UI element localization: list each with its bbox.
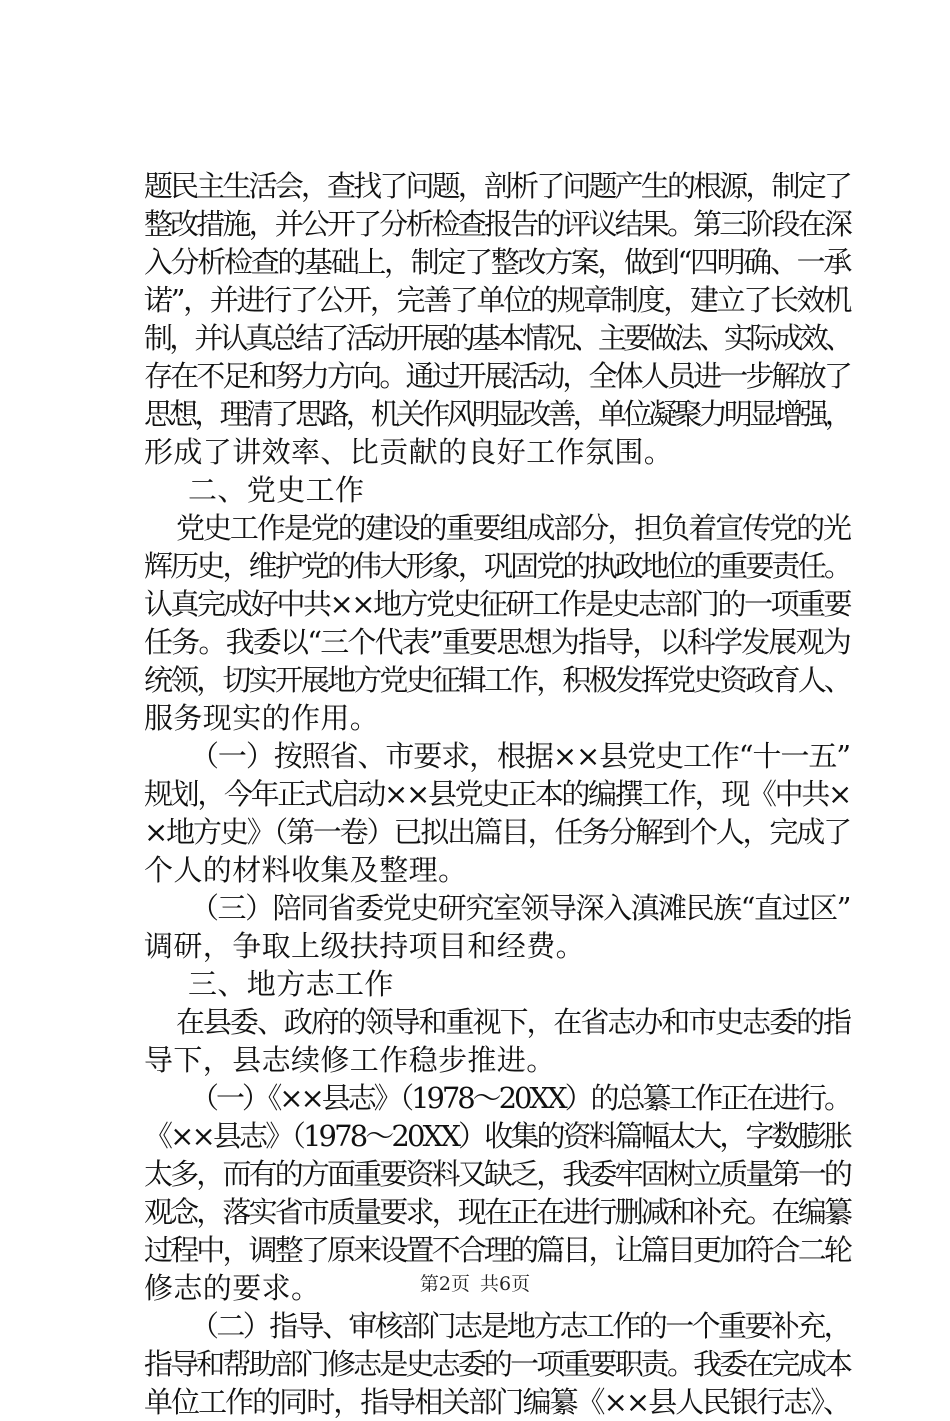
text-line: 认真完成好中共××地方党史征研工作是史志部门的一项重要 [144, 587, 850, 621]
text-line: 整改措施，并公开了分析检查报告的评议结果。第三阶段在深 [144, 207, 850, 241]
text-line: 存在不足和努力方向。通过开展活动，全体人员进一步解放了 [144, 359, 850, 393]
text-line: 《××县志》（1978～20XX）收集的资料篇幅太大，字数膨胀 [144, 1119, 850, 1153]
text-line: 单位工作的同时，指导相关部门编纂《××县人民银行志》、 [144, 1385, 850, 1419]
text-line: 制，并认真总结了活动开展的基本情况、主要做法、实际成效、 [144, 321, 850, 355]
page-footer [0, 1272, 950, 1296]
text-line: ×地方史》（第一卷）已拟出篇目，任务分解到个人，完成了 [144, 815, 850, 849]
text-line: （一）《××县志》（1978～20XX）的总纂工作正在进行。 [190, 1081, 851, 1115]
body-text [144, 167, 850, 1421]
section-heading: 三、地方志工作 [188, 967, 394, 1001]
text-line: 指导和帮助部门修志是史志委的一项重要职责。我委在完成本 [144, 1347, 850, 1381]
page-total: 共6页 [480, 1273, 531, 1295]
text-line: 调研，争取上级扶持项目和经费。 [144, 929, 586, 963]
text-line: 修志的要求。 [144, 1271, 321, 1305]
text-line: 诺”，并进行了公开，完善了单位的规章制度，建立了长效机 [144, 283, 850, 317]
page-number: 第2页 [419, 1273, 470, 1295]
text-line: 规划，今年正式启动××县党史正本的编撰工作，现《中共× [144, 777, 850, 811]
text-line: 个人的材料收集及整理。 [144, 853, 468, 887]
text-line: 过程中，调整了原来设置不合理的篇目，让篇目更加符合二轮 [144, 1233, 850, 1267]
text-line: 形成了讲效率、比贡献的良好工作氛围。 [144, 435, 674, 469]
text-line: （二）指导、审核部门志是地方志工作的一个重要补充， [190, 1309, 850, 1343]
text-line: 导下，县志续修工作稳步推进。 [144, 1043, 556, 1077]
text-line: 太多，而有的方面重要资料又缺乏，我委牢固树立质量第一的 [144, 1157, 850, 1191]
text-line: 任务。我委以“三个代表”重要思想为指导，以科学发展观为 [144, 625, 850, 659]
text-line: 辉历史，维护党的伟大形象，巩固党的执政地位的重要责任。 [144, 549, 850, 583]
text-line: （一）按照省、市要求，根据××县党史工作“十一五” [190, 739, 850, 773]
text-line: 在县委、政府的领导和重视下，在省志办和市史志委的指 [176, 1005, 850, 1039]
text-line: 观念，落实省市质量要求，现在正在进行删减和补充。在编纂 [144, 1195, 850, 1229]
text-line: （三）陪同省委党史研究室领导深入滇滩民族“直过区” [190, 891, 850, 925]
text-line: 统领，切实开展地方党史征辑工作，积极发挥党史资政育人、 [144, 663, 850, 697]
section-heading: 二、党史工作 [188, 473, 365, 507]
text-line: 服务现实的作用。 [144, 701, 380, 735]
text-line: 题民主生活会，查找了问题，剖析了问题产生的根源，制定了 [144, 169, 850, 203]
text-line: 思想，理清了思路，机关作风明显改善，单位凝聚力明显增强， [144, 397, 850, 431]
text-line: 党史工作是党的建设的重要组成部分，担负着宣传党的光 [176, 511, 850, 545]
text-line: 入分析检查的基础上，制定了整改方案，做到“四明确、一承 [144, 245, 850, 279]
